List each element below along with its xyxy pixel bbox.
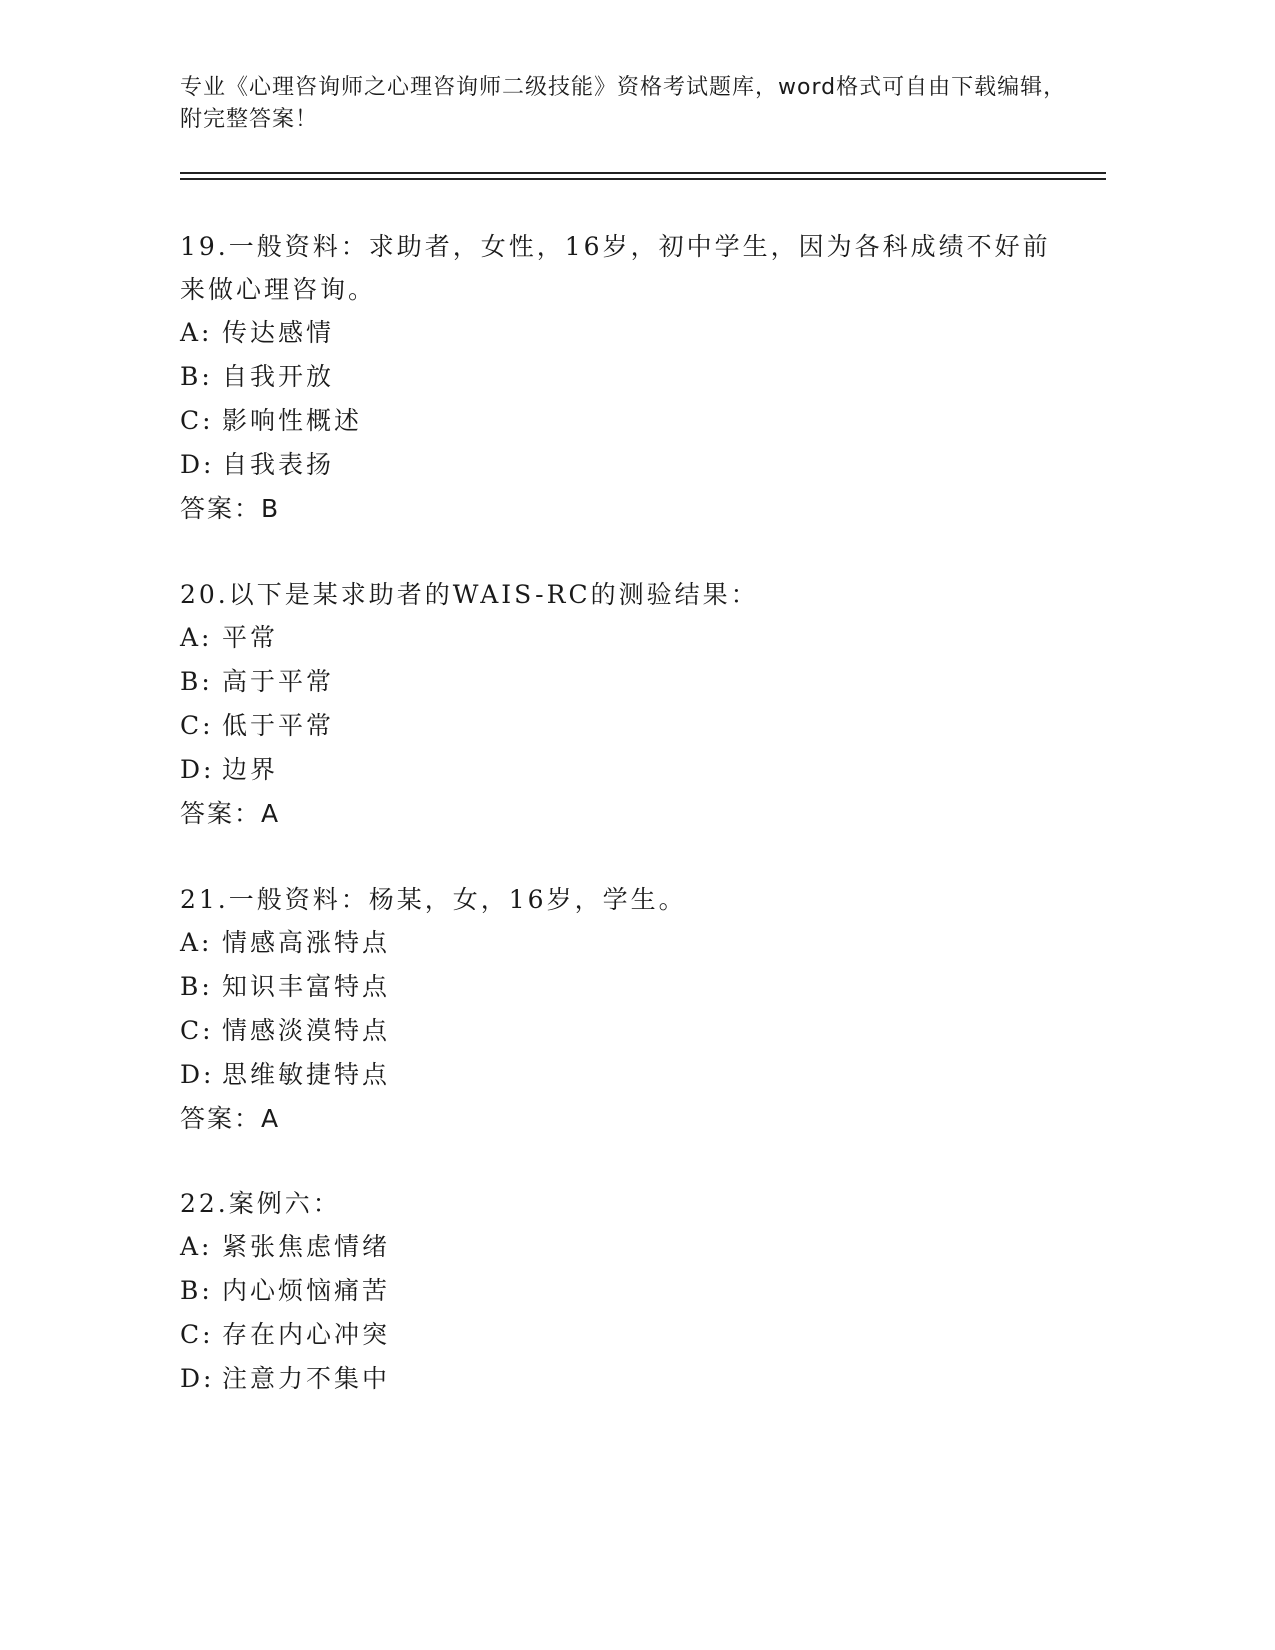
question-stem: 21.一般资料：杨某，女，16岁，学生。: [180, 885, 687, 914]
option-d: [180, 1357, 1060, 1401]
option-letter: C:: [180, 1320, 214, 1349]
option-text: 情感淡漠特点: [222, 1016, 391, 1045]
option-b: [180, 965, 1060, 1009]
option-c: [180, 1009, 1060, 1053]
option-d: [180, 748, 1060, 792]
option-letter: D:: [180, 1060, 215, 1089]
question-20: [180, 573, 1060, 836]
option-text: 紧张焦虑情绪: [222, 1232, 391, 1261]
option-c: [180, 399, 1060, 443]
option-letter: D:: [180, 1364, 215, 1393]
option-d: [180, 443, 1060, 487]
option-text: 影响性概述: [222, 406, 363, 435]
option-c: [180, 704, 1060, 748]
question-21: [180, 878, 1060, 1141]
option-text: 思维敏捷特点: [222, 1060, 391, 1089]
option-text: 存在内心冲突: [222, 1320, 391, 1349]
answer-line: 答案：B: [180, 494, 281, 523]
option-letter: A:: [180, 928, 213, 957]
option-text: 平常: [222, 623, 279, 652]
option-b: [180, 660, 1060, 704]
option-letter: A:: [180, 318, 213, 347]
option-text: 边界: [222, 755, 279, 784]
option-a: [180, 921, 1060, 965]
header-divider-top: [180, 172, 1106, 174]
answer-line: 答案：A: [180, 799, 281, 828]
answer-line: 答案：A: [180, 1104, 281, 1133]
option-text: 高于平常: [222, 667, 335, 696]
question-stem: 19.一般资料：求助者，女性，16岁，初中学生，因为各科成绩不好前来做心理咨询。: [180, 232, 1051, 304]
option-text: 知识丰富特点: [222, 972, 391, 1001]
option-letter: C:: [180, 1016, 214, 1045]
option-a: [180, 311, 1060, 355]
option-text: 内心烦恼痛苦: [222, 1276, 391, 1305]
option-letter: D:: [180, 755, 215, 784]
option-b: [180, 1269, 1060, 1313]
document-intro: 专业《心理咨询师之心理咨询师二级技能》资格考试题库，word格式可自由下载编辑，附完整答案！: [180, 75, 1067, 132]
option-letter: A:: [180, 1232, 213, 1261]
option-text: 情感高涨特点: [222, 928, 391, 957]
option-letter: A:: [180, 623, 213, 652]
option-letter: D:: [180, 450, 215, 479]
option-text: 低于平常: [222, 711, 335, 740]
option-text: 自我表扬: [222, 450, 335, 479]
option-text: 自我开放: [222, 362, 335, 391]
option-letter: B:: [180, 362, 213, 391]
option-letter: B:: [180, 1276, 213, 1305]
question-stem: 20.以下是某求助者的WAIS-RC的测验结果：: [180, 580, 759, 609]
option-text: 传达感情: [222, 318, 335, 347]
option-d: [180, 1053, 1060, 1097]
question-19: [180, 225, 1060, 531]
option-text: 注意力不集中: [222, 1364, 391, 1393]
option-a: [180, 616, 1060, 660]
option-letter: C:: [180, 711, 214, 740]
option-letter: B:: [180, 667, 213, 696]
question-stem: 22.案例六：: [180, 1189, 341, 1218]
option-c: [180, 1313, 1060, 1357]
option-letter: C:: [180, 406, 214, 435]
question-22: [180, 1182, 1060, 1401]
option-a: [180, 1225, 1060, 1269]
header-divider-bottom: [180, 178, 1106, 180]
option-b: [180, 355, 1060, 399]
option-letter: B:: [180, 972, 213, 1001]
